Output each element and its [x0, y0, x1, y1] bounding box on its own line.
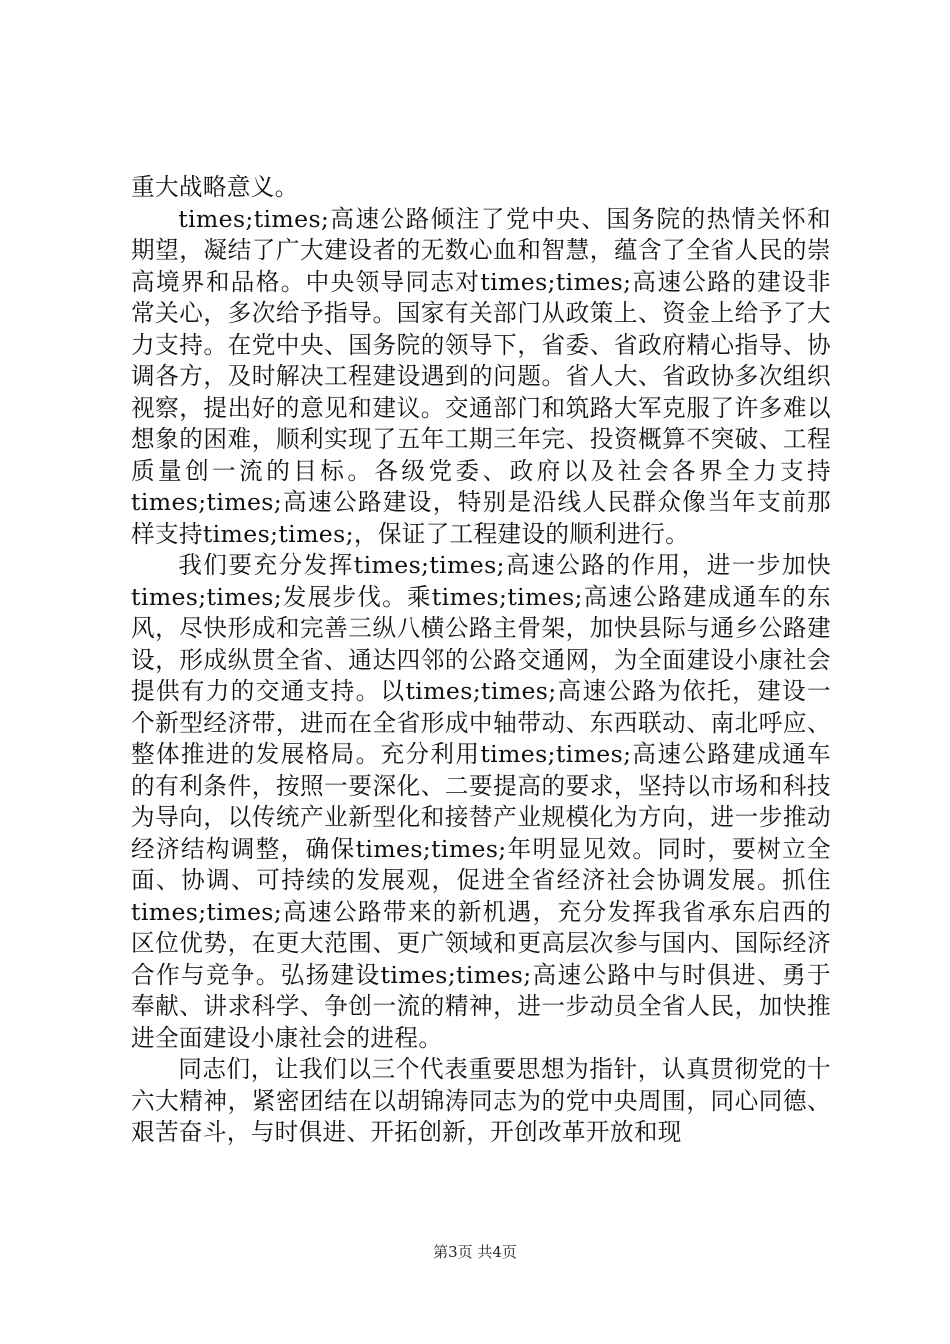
page-number-footer: 第3页 共4页 — [433, 1243, 517, 1261]
paragraph: 我们要充分发挥times;times;高速公路的作用，进一步加快times;times;发展步伐。乘times;times;高速公路建成通车的东风，尽快形成和完善三纵八横公路主骨架，加快县际与通乡公路建设，形成纵贯全省、通达四邻的公路交通网，为全面建设小康社会提供有力的交通支持。以times;times;高速公路为依托，建设一个新型经济带，进而在全省形成中轴带动、东西联动、南北呼应、整体推进的发展格局。充分利用times;times;高速公路建成通车的有利条件，按照一要深化、二要提高的要求，坚持以市场和科技为导向，以传统产业新型化和接替产业规模化为方向，进一步推动经济结构调整，确保times;times;年明显见效。同时，要树立全面、协调、可持续的发展观，促进全省经济社会协调发展。抓住times;times;高速公路带来的新机遇，充分发挥我省承东启西的区位优势，在更大范围、更广领域和更高层次参与国内、国际经济合作与竞争。弘扬建设times;times;高速公路中与时俱进、勇于奉献、讲求科学、争创一流的精神，进一步动员全省人民，加快推进全面建设小康社会的进程。 — [131, 551, 831, 1052]
paragraph-continuation: 重大战略意义。 — [131, 173, 299, 201]
paragraph: times;times;高速公路倾注了党中央、国务院的热情关怀和期望，凝结了广大建设者的无数心血和智慧，蕴含了全省人民的崇高境界和品格。中央领导同志对times;times;高速公路的建设非常关心，多次给予指导。国家有关部门从政策上、资金上给予了大力支持。在党中央、国务院的领导下，省委、省政府精心指导、协调各方，及时解决工程建设遇到的问题。省人大、省政协多次组织视察，提出好的意见和建议。交通部门和筑路大军克服了许多难以想象的困难，顺利实现了五年工期三年完、投资概算不突破、工程质量创一流的目标。各级党委、政府以及社会各界全力支持times;times;高速公路建设，特别是沿线人民群众像当年支前那样支持times;times;，保证了工程建设的顺利进行。 — [131, 204, 831, 548]
body-text — [131, 172, 831, 1149]
paragraph: 同志们，让我们以三个代表重要思想为指针，认真贯彻党的十六大精神，紧密团结在以胡锦涛同志为的党中央周围，同心同德、艰苦奋斗，与时俱进、开拓创新，开创改革开放和现 — [131, 1055, 831, 1146]
